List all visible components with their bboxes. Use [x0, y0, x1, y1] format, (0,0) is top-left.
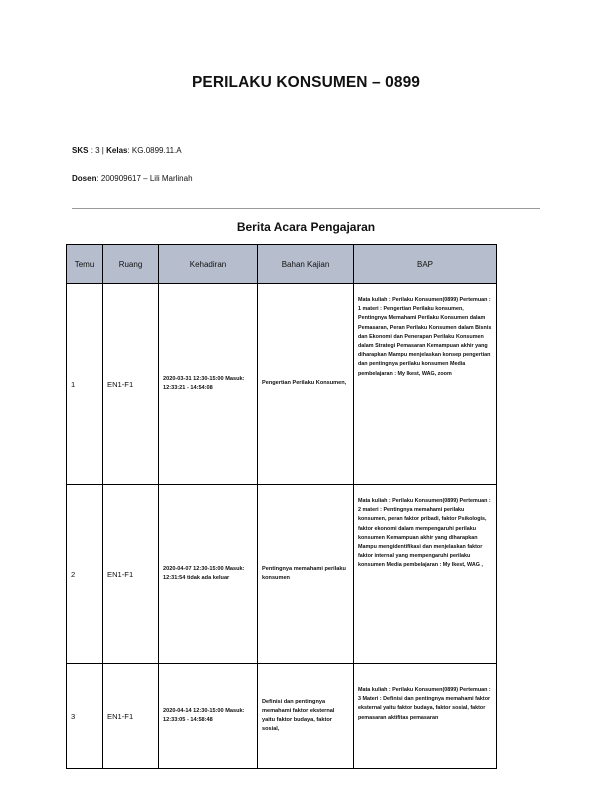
cell-bahan-kajian: Pengertian Perilaku Konsumen,	[258, 284, 354, 485]
header-bahan-kajian: Bahan Kajian	[258, 245, 354, 284]
cell-temu: 2	[67, 485, 103, 664]
cell-bap: Mata kuliah : Perilaku Konsumen(0899) Pertemuan : 3 Materi : Definisi dan pentingnya memahami faktor eksternal yaitu faktor budaya, faktor sosial, faktor pemasaran aktifitas pemasaran	[354, 664, 497, 769]
header-kehadiran: Kehadiran	[159, 245, 258, 284]
sks-label: SKS	[72, 146, 89, 155]
horizontal-divider	[72, 208, 540, 209]
table-row	[67, 485, 497, 664]
cell-bap: Mata kuliah : Perilaku Konsumen(0899) Pertemuan : 2 materi : Pentingnya memahami perilaku konsumen, peran faktor pribadi, faktor Psikologis, faktor ekonomi dalam mempengaruhi perilaku konsumen Kemampuan akhir yang diharapkan Mampu mengidentifikasi dan menjelaskan faktor faktor internal yang mempengaruhi perilaku konsumen Media pembelajaran : My Ikest, WAG ,	[354, 485, 497, 664]
header-bap: BAP	[354, 245, 497, 284]
cell-kehadiran: 2020-03-31 12:30-15:00 Masuk: 12:33:21 - 14:54:08	[159, 284, 258, 485]
cell-bahan-kajian: Definisi dan pentingnya memahami faktor eksternal yaitu faktor budaya, faktor sosial,	[258, 664, 354, 769]
cell-ruang: EN1-F1	[103, 284, 159, 485]
cell-kehadiran: 2020-04-07 12:30-15:00 Masuk: 12:31:54 tidak ada keluar	[159, 485, 258, 664]
kelas-value: : KG.0899.11.A	[127, 146, 182, 155]
bap-table	[66, 244, 497, 769]
table-header-row	[67, 245, 497, 284]
lecturer-info-line	[72, 174, 193, 183]
kelas-label: Kelas	[106, 146, 128, 155]
cell-ruang: EN1-F1	[103, 664, 159, 769]
cell-bahan-kajian: Pentingnya memahami perilaku konsumen	[258, 485, 354, 664]
course-info-line	[72, 146, 182, 155]
table-row	[67, 284, 497, 485]
document-title: PERILAKU KONSUMEN – 0899	[191, 74, 421, 91]
cell-bap: Mata kuliah : Perilaku Konsumen(0899) Pertemuan : 1 materi : Pengertian Perilaku konsumen, Pentingnya Memahami Perilaku Konsumen dalam Pemasaran, Peran Perilaku Konsumen dalam Bisnis dan Ekonomi dan Penerapan Perilaku Konsumen dalam Strategi Pemasaran Kemampuan akhir yang diharapkan Mampu menjelaskan konsep pengertian dan pentingnya perilaku konsumen Media pembelajaran : My Ikest, WAG, zoom	[354, 284, 497, 485]
sks-value: : 3 |	[90, 146, 104, 155]
cell-ruang: EN1-F1	[103, 485, 159, 664]
table-row	[67, 664, 497, 769]
header-temu: Temu	[67, 245, 103, 284]
cell-temu: 3	[67, 664, 103, 769]
cell-kehadiran: 2020-04-14 12:30-15:00 Masuk: 12:33:05 - 14:58:48	[159, 664, 258, 769]
dosen-label: Dosen	[72, 174, 97, 183]
cell-temu: 1	[67, 284, 103, 485]
header-ruang: Ruang	[103, 245, 159, 284]
section-title: Berita Acara Pengajaran	[236, 220, 376, 234]
dosen-value: : 200909617 – Lili Marlinah	[96, 174, 193, 183]
